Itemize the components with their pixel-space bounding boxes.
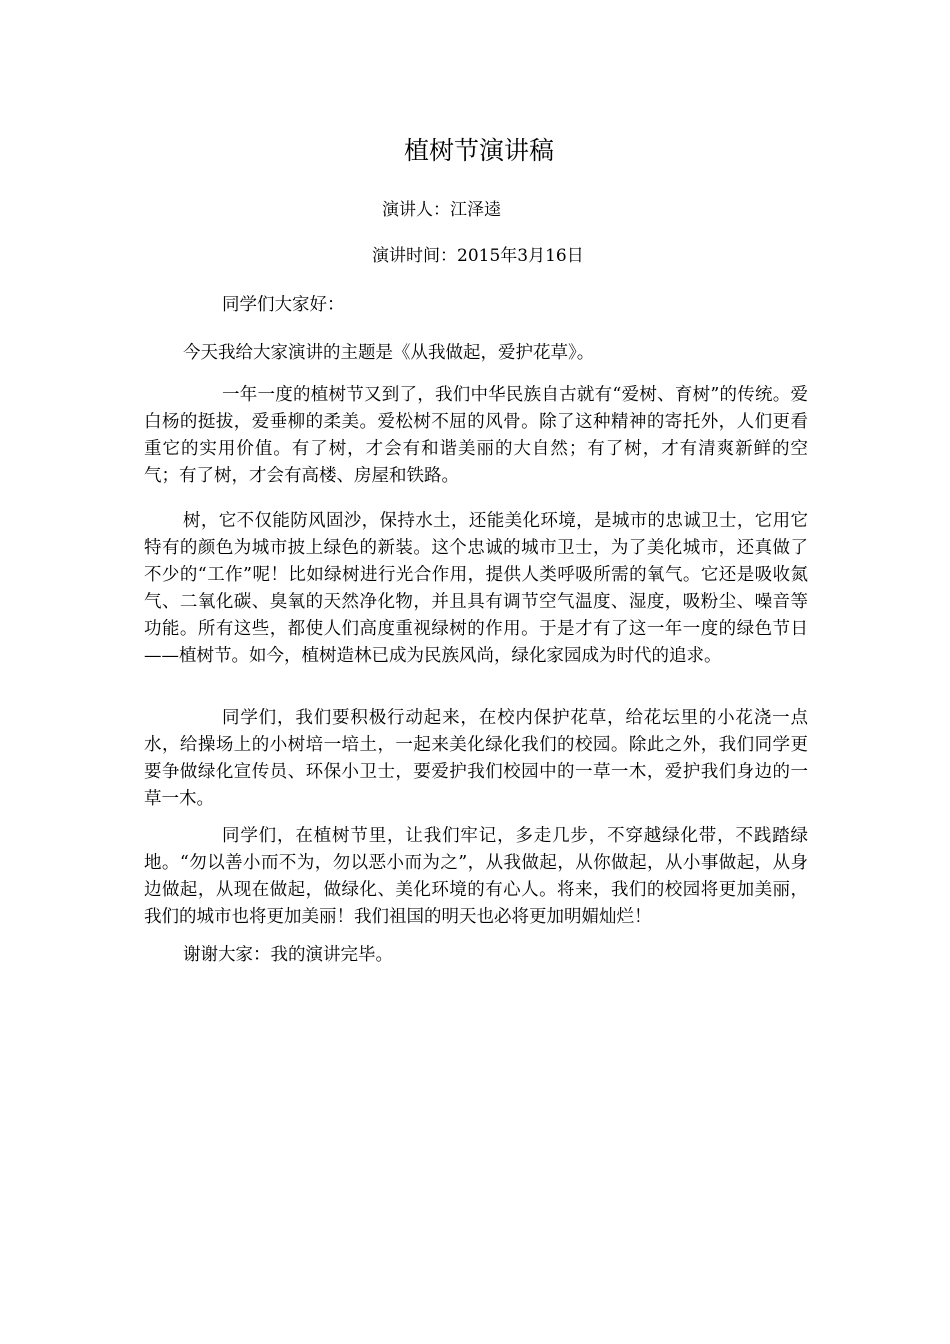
document-title: 植树节演讲稿 <box>403 136 554 165</box>
paragraph: 一年一度的植树节又到了，我们中华民族自古就有“爱树、育树”的传统。爱白杨的挺拔，爱垂柳的柔美。爱松树不屈的风骨。除了这种精神的寄托外，人们更看重它的实用价值。有了树，才会有和谐美丽的大自然；有了树，才有清爽新鲜的空气；有了树，才会有高楼、房屋和铁路。 <box>144 385 808 486</box>
closing-line: 谢谢大家：我的演讲完毕。 <box>183 945 393 965</box>
paragraph: 同学们，在植树节里，让我们牢记，多走几步，不穿越绿化带，不践踏绿地。“勿以善小而不为，勿以恶小而为之”，从我做起，从你做起，从小事做起，从身边做起，从现在做起，做绿化、美化环境的有心人。将来，我们的校园将更加美丽，我们的城市也将更加美丽！我们祖国的明天也必将更加明媚灿烂！ <box>144 826 808 927</box>
paragraph: 同学们，我们要积极行动起来，在校内保护花草，给花坛里的小花浇一点水，给操场上的小树培一培土，一起来美化绿化我们的校园。除此之外，我们同学更要争做绿化宣传员、环保小卫士，要爱护我们校园中的一草一木，爱护我们身边的一草一木。 <box>144 708 808 809</box>
topic-line: 今天我给大家演讲的主题是《从我做起，爱护花草》。 <box>183 343 595 363</box>
speaker-line: 演讲人：江泽逵 <box>382 200 501 220</box>
date-line: 演讲时间：2015年3月16日 <box>372 246 584 266</box>
paragraph: 树，它不仅能防风固沙，保持水土，还能美化环境，是城市的忠诚卫士，它用它特有的颜色为城市披上绿色的新装。这个忠诚的城市卫士，为了美化城市，还真做了不少的“工作”呢！比如绿树进行光合作用，提供人类呼吸所需的氧气。它还是吸收氮气、二氧化碳、臭氧的天然净化物，并且具有调节空气温度、湿度，吸粉尘、噪音等功能。所有这些，都使人们高度重视绿树的作用。于是才有了这一年一度的绿色节日——植树节。如今，植树造林已成为民族风尚，绿化家园成为时代的追求。 <box>144 511 808 666</box>
greeting: 同学们大家好： <box>222 295 345 315</box>
